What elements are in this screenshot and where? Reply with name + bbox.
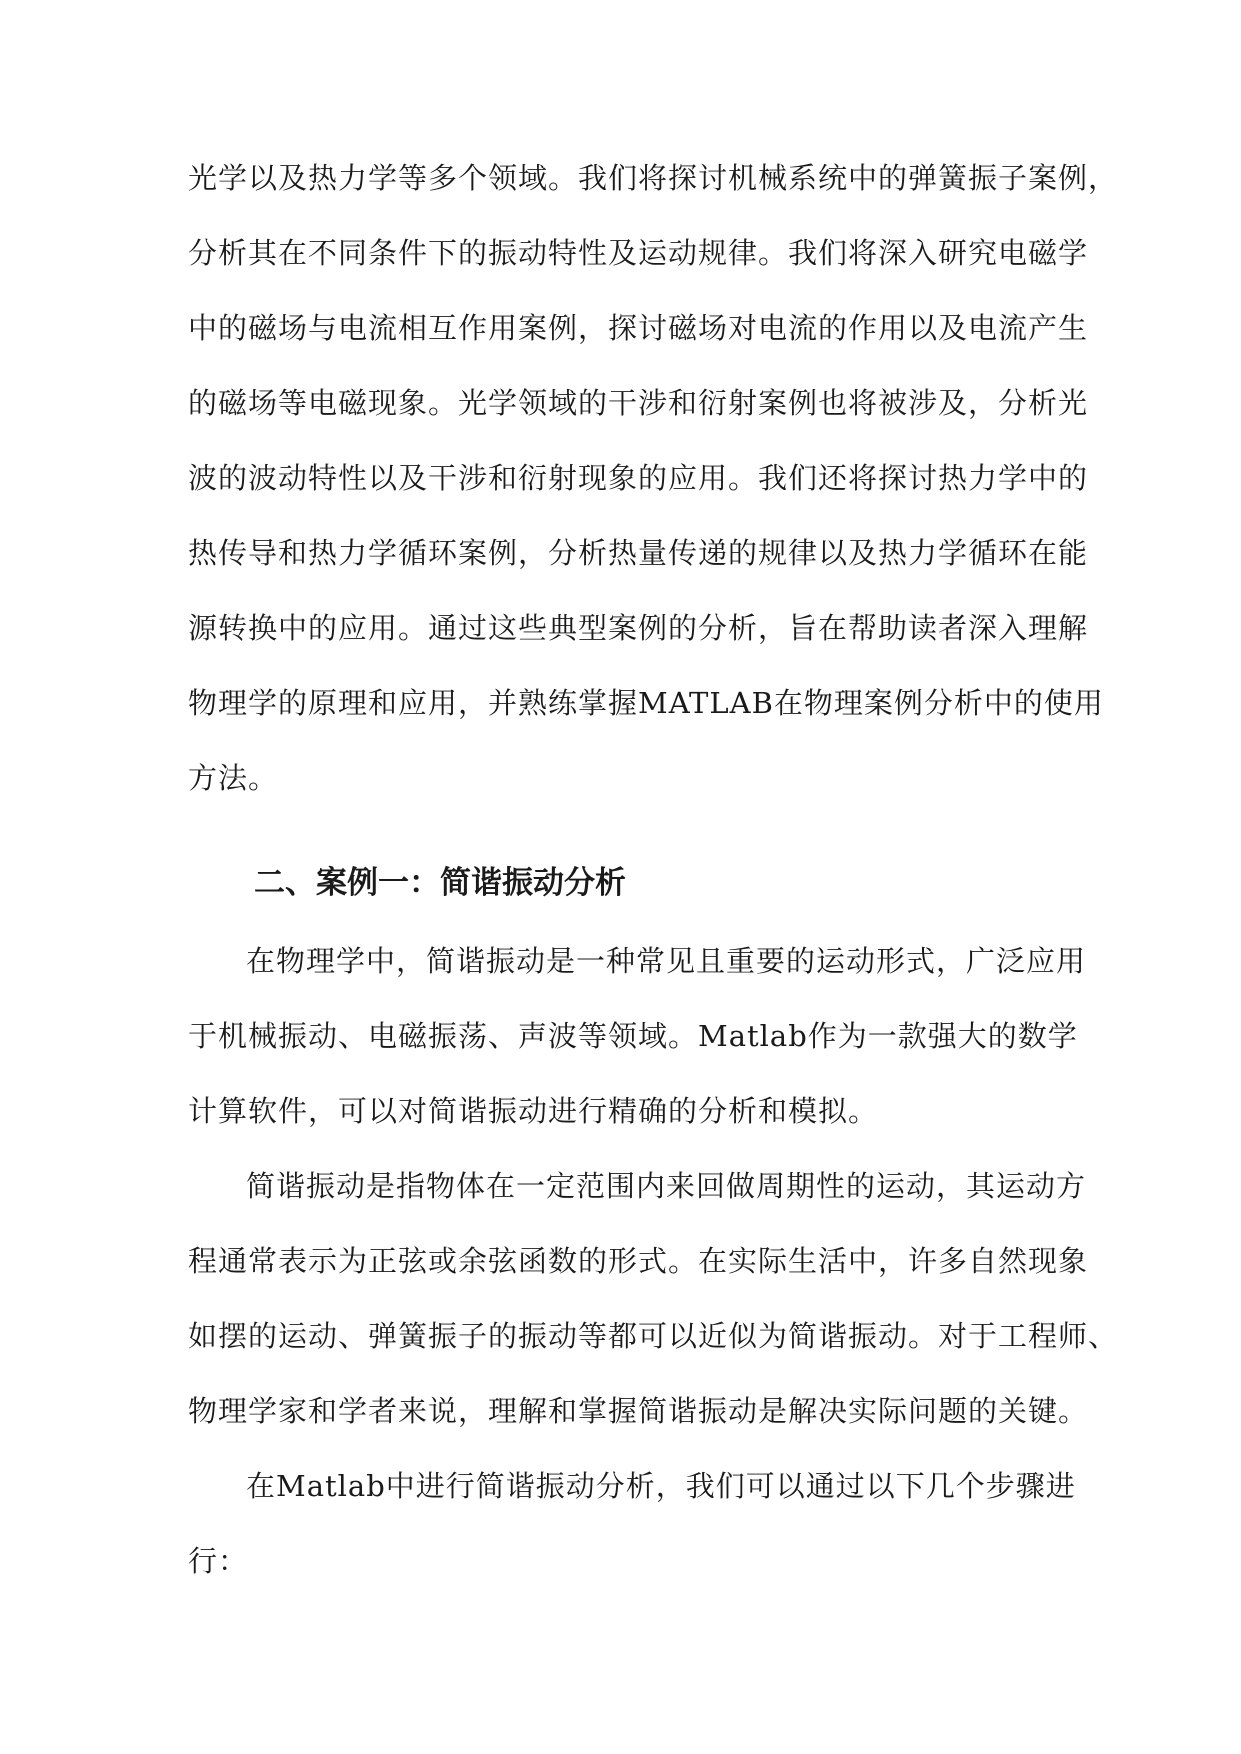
text-line: 光学以及热力学等多个领域。我们将探讨机械系统中的弹簧振子案例， — [188, 161, 1119, 195]
page-content — [188, 148, 1119, 1606]
text-line: 如摆的运动、弹簧振子的振动等都可以近似为简谐振动。对于工程师、 — [188, 1319, 1119, 1353]
text-line: 方法。 — [188, 761, 279, 795]
text-line: 的磁场等电磁现象。光学领域的干涉和衍射案例也将被涉及，分析光 — [188, 386, 1089, 420]
text-line: 计算软件，可以对简谐振动进行精确的分析和模拟。 — [188, 1094, 879, 1128]
text-line: 波的波动特性以及干涉和衍射现象的应用。我们还将探讨热力学中的 — [188, 461, 1089, 495]
text-line: 分析其在不同条件下的振动特性及运动规律。我们将深入研究电磁学 — [188, 236, 1089, 270]
section-heading: 二、案例一：简谐振动分析 — [254, 865, 626, 901]
text-line: 于机械振动、电磁振荡、声波等领域。Matlab作为一款强大的数学 — [188, 1019, 1078, 1053]
paragraph-simple-harmonic-intro — [188, 931, 1087, 1156]
text-line: 在物理学中，简谐振动是一种常见且重要的运动形式，广泛应用 — [246, 944, 1087, 978]
text-line: 程通常表示为正弦或余弦函数的形式。在实际生活中，许多自然现象 — [188, 1244, 1089, 1278]
text-line: 在Matlab中进行简谐振动分析，我们可以通过以下几个步骤进 — [246, 1469, 1076, 1503]
text-line: 源转换中的应用。通过这些典型案例的分析，旨在帮助读者深入理解 — [188, 611, 1089, 645]
intro-paragraph — [188, 148, 1119, 823]
text-line: 物理学家和学者来说，理解和掌握简谐振动是解决实际问题的关键。 — [188, 1394, 1089, 1428]
text-line: 中的磁场与电流相互作用案例，探讨磁场对电流的作用以及电流产生 — [188, 311, 1089, 345]
text-line: 行： — [188, 1544, 249, 1578]
paragraph-matlab-steps — [188, 1456, 1076, 1606]
paragraph-simple-harmonic-definition — [188, 1156, 1119, 1456]
text-line: 热传导和热力学循环案例，分析热量传递的规律以及热力学循环在能 — [188, 536, 1089, 570]
text-line: 物理学的原理和应用，并熟练掌握MATLAB在物理案例分析中的使用 — [188, 686, 1104, 720]
text-line: 简谐振动是指物体在一定范围内来回做周期性的运动，其运动方 — [246, 1169, 1087, 1203]
